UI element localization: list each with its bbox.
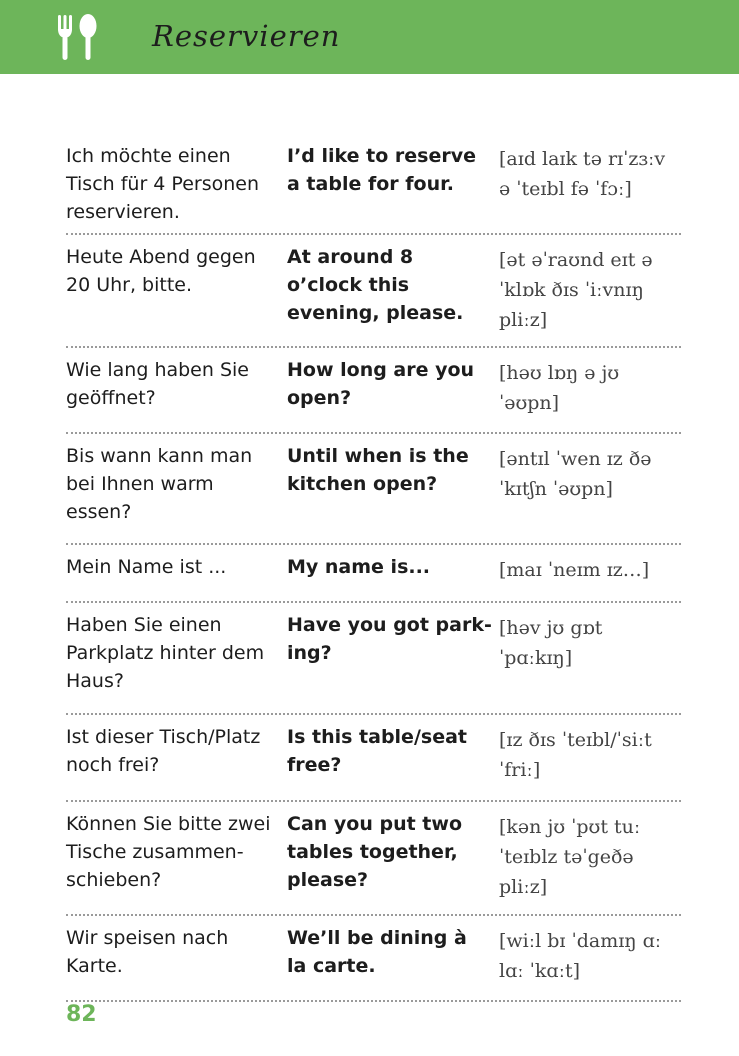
fork-spoon-icon: [56, 13, 100, 61]
german-phrase: Wir speisen nach Karte.: [66, 927, 229, 977]
english-phrase: Is this table/seat free?: [287, 726, 467, 776]
german-phrase: Können Sie bitte zwei Tische zusammen-schieben?: [66, 813, 271, 891]
table-row: [66, 434, 681, 545]
german-phrase: Ist dieser Tisch/Platz noch frei?: [66, 726, 261, 776]
table-row: [66, 134, 681, 235]
german-phrase: Ich möchte einen Tisch für 4 Personen reservieren.: [66, 145, 260, 223]
pronunciation: [maɪ ˈneɪm ɪz…]: [499, 559, 650, 581]
pronunciation: [ɪz ðɪs ˈteɪbl/ˈsiːt ˈfriː]: [499, 729, 652, 781]
pronunciation: [wiːl bɪ ˈdamɪŋ ɑː lɑː ˈkɑːt]: [499, 930, 662, 982]
german-phrase: Heute Abend gegen 20 Uhr, bitte.: [66, 246, 256, 296]
german-phrase: Haben Sie einen Parkplatz hinter dem Haus?: [66, 614, 265, 692]
table-row: [66, 802, 681, 916]
english-phrase: My name is...: [287, 556, 431, 578]
pronunciation: [ət əˈraʊnd eɪt əˈklɒk ðɪs ˈiːvnɪŋ pliːz]: [499, 249, 653, 331]
english-phrase: I’d like to reserve a table for four.: [287, 145, 476, 195]
english-phrase: How long are you open?: [287, 359, 475, 409]
pronunciation: [həʊ lɒŋ ə jʊ ˈəʊpn]: [499, 362, 620, 414]
english-phrase: At around 8 o’clock this evening, please.: [287, 246, 464, 324]
page-title: Reservieren: [152, 19, 341, 53]
german-phrase: Wie lang haben Sie geöffnet?: [66, 359, 249, 409]
pronunciation: [kən jʊ ˈpʊt tuː ˈteɪblz təˈgeðə pliːz]: [499, 816, 641, 898]
table-row: [66, 545, 681, 603]
table-row: [66, 603, 681, 715]
table-row: [66, 235, 681, 348]
table-row: [66, 348, 681, 434]
german-phrase: Bis wann kann man bei Ihnen warm essen?: [66, 445, 253, 523]
page-number: 82: [66, 1002, 97, 1027]
german-phrase: Mein Name ist ...: [66, 556, 227, 578]
english-phrase: Can you put two tables together, please?: [287, 813, 462, 891]
phrase-table: [66, 134, 681, 1002]
english-phrase: Have you got park-ing?: [287, 614, 492, 664]
pronunciation: [həv jʊ gɒt ˈpɑːkɪŋ]: [499, 617, 603, 669]
table-row: [66, 916, 681, 1002]
pronunciation: [aɪd laɪk tə rɪˈzɜːv ə ˈteɪbl fə ˈfɔː]: [499, 148, 666, 200]
pronunciation: [əntɪl ˈwen ɪz ðə ˈkɪtʃn ˈəʊpn]: [499, 448, 652, 500]
header-bar: [0, 0, 739, 74]
english-phrase: Until when is the kitchen open?: [287, 445, 469, 495]
table-row: [66, 715, 681, 802]
english-phrase: We’ll be dining à la carte.: [287, 927, 467, 977]
